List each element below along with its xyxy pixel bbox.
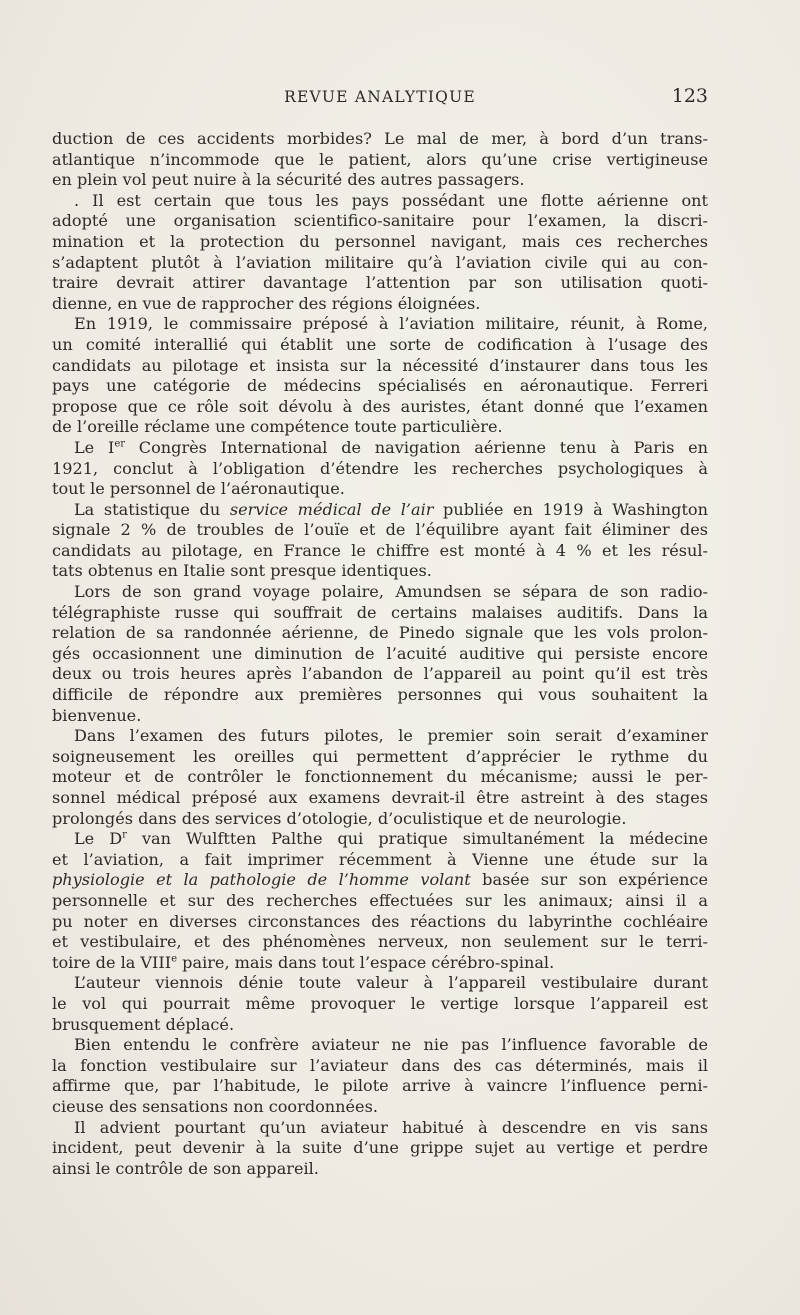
text-line [52, 1159, 708, 1180]
text-line [52, 932, 708, 953]
text-line [52, 788, 708, 809]
text-line [52, 211, 708, 232]
text-line [52, 953, 708, 974]
text-line [52, 438, 708, 459]
text-segment: gés occasionnent une diminution de l’acuité auditive qui persiste encore [52, 643, 708, 663]
text-line [52, 356, 708, 377]
text-segment: . Il est certain que tous les pays possédant une flotte aérienne ont [74, 190, 708, 210]
text-segment: et l’aviation, a fait imprimer récemment à Vienne une étude sur la [52, 849, 708, 869]
text-segment: traire devrait attirer davantage l’attention par son utilisation quoti- [52, 273, 708, 293]
text-segment: toire de la VIII [52, 952, 172, 972]
text-line [52, 397, 708, 418]
text-line [52, 294, 708, 315]
text-line [52, 520, 708, 541]
text-segment: Il advient pourtant qu’un aviateur habitué à descendre en vis sans [74, 1117, 708, 1137]
text-line [52, 479, 708, 500]
text-segment: pu noter en diverses circonstances des réactions du labyrinthe cochléaire [52, 911, 708, 931]
text-segment: signale 2 % de troubles de l’ouïe et de l’équilibre ayant fait éliminer des [52, 520, 708, 540]
text-segment: incident, peut devenir à la suite d’une grippe sujet au vertige et perdre [52, 1138, 708, 1158]
page-number: 123 [671, 85, 708, 107]
text-segment: difficile de répondre aux premières personnes qui vous souhaitent la [52, 685, 708, 705]
text-line [52, 1097, 708, 1118]
text-segment: candidats au pilotage, en France le chiffre est monté à 4 % et les résul- [52, 540, 708, 560]
text-segment: Bien entendu le confrère aviateur ne nie pas l’influence favorable de [74, 1035, 708, 1055]
text-segment: prolongés dans des services d’otologie, d’oculistique et de neurologie. [52, 808, 627, 828]
text-segment: brusquement déplacé. [52, 1014, 235, 1034]
text-line [52, 459, 708, 480]
text-line [52, 747, 708, 768]
text-segment: deux ou trois heures après l’abandon de l’appareil au point qu’il est très [52, 664, 708, 684]
body-text [52, 129, 708, 1179]
text-segment: sonnel médical préposé aux examens devrait-il être astreint à des stages [52, 788, 708, 807]
text-line [52, 623, 708, 644]
text-line [52, 1118, 708, 1139]
text-segment: la fonction vestibulaire sur l’aviateur dans des cas déterminés, mais il [52, 1055, 708, 1075]
text-line [52, 706, 708, 727]
text-line [52, 376, 708, 397]
text-segment: Le I [74, 437, 115, 457]
text-line [52, 500, 708, 521]
text-segment: mination et la protection du personnel navigant, mais ces recherches [52, 231, 708, 251]
text-segment: service médical de l’air [229, 499, 434, 519]
text-segment: télégraphiste russe qui souffrait de certains malaises auditifs. Dans la [52, 602, 708, 622]
text-line [52, 170, 708, 191]
text-segment: adopté une organisation scientifico-sanitaire pour l’examen, la discri- [52, 211, 708, 231]
text-line [52, 582, 708, 603]
text-line [52, 891, 708, 912]
text-line [52, 1138, 708, 1159]
text-segment: Lors de son grand voyage polaire, Amundsen se sépara de son radio- [74, 582, 708, 602]
text-line [52, 994, 708, 1015]
text-segment: r [122, 829, 127, 841]
text-line [52, 870, 708, 891]
text-segment: relation de sa randonnée aérienne, de Pinedo signale que les vols prolon- [52, 623, 708, 643]
text-line [52, 603, 708, 624]
text-line [52, 253, 708, 274]
text-line [52, 973, 708, 994]
text-line [52, 541, 708, 562]
text-line [52, 912, 708, 933]
text-segment: L’auteur viennois dénie toute valeur à l’appareil vestibulaire durant [74, 973, 708, 993]
text-line [52, 232, 708, 253]
text-segment: Le D [74, 829, 123, 849]
text-segment: dienne, en vue de rapprocher des régions éloignées. [52, 293, 481, 313]
text-line [52, 1056, 708, 1077]
text-segment: cieuse des sensations non coordonnées. [52, 1096, 378, 1116]
text-segment: En 1919, le commissaire préposé à l’aviation militaire, réunit, à Rome, [74, 314, 708, 334]
text-segment: duction de ces accidents morbides? Le mal de mer, à bord d’un trans- [52, 129, 708, 148]
text-segment: tout le personnel de l’aéronautique. [52, 479, 345, 499]
text-segment: La statistique du [74, 499, 230, 519]
text-line [52, 335, 708, 356]
text-segment: moteur et de contrôler le fonctionnement du mécanisme; aussi le per- [52, 767, 708, 787]
text-segment: physiologie et la pathologie de l’homme volant [52, 870, 471, 890]
text-line [52, 809, 708, 830]
text-segment: candidats au pilotage et insista sur la nécessité d’instaurer dans tous les [52, 355, 708, 375]
text-segment: en plein vol peut nuire à la sécurité des autres passagers. [52, 170, 525, 190]
text-line [52, 191, 708, 212]
text-segment: van Wulftten Palthe qui pratique simultanément la médecine [126, 829, 708, 849]
text-line [52, 1015, 708, 1036]
text-line [52, 829, 708, 850]
text-segment: pays une catégorie de médecins spécialisés en aéronautique. Ferreri [52, 376, 708, 396]
text-line [52, 1035, 708, 1056]
text-segment: basée sur son expérience [470, 870, 708, 890]
text-line [52, 129, 708, 150]
text-segment: er [114, 438, 126, 450]
text-segment: Dans l’examen des futurs pilotes, le premier soin serait d’examiner [74, 726, 708, 746]
text-segment: publiée en 1919 à Washington [433, 499, 708, 519]
text-segment: paire, mais dans tout l’espace cérébro-spinal. [177, 952, 555, 972]
text-segment: le vol qui pourrait même provoquer le vertige lorsque l’appareil est [52, 993, 708, 1013]
text-segment: tats obtenus en Italie sont presque identiques. [52, 561, 432, 581]
text-line [52, 561, 708, 582]
text-line [52, 850, 708, 871]
text-line [52, 767, 708, 788]
text-segment: ainsi le contrôle de son appareil. [52, 1158, 319, 1178]
text-line [52, 664, 708, 685]
text-segment: e [171, 953, 178, 965]
text-line [52, 726, 708, 747]
text-segment: Congrès International de navigation aérienne tenu à Paris en [125, 437, 709, 457]
text-line [52, 417, 708, 438]
text-line [52, 150, 708, 171]
page-header [52, 85, 708, 114]
text-line [52, 314, 708, 335]
text-line [52, 685, 708, 706]
text-segment: affirme que, par l’habitude, le pilote arrive à vaincre l’influence perni- [52, 1076, 708, 1096]
text-segment: soigneusement les oreilles qui permettent d’apprécier le rythme du [52, 746, 708, 766]
text-segment: 1921, conclut à l’obligation d’étendre les recherches psychologiques à [52, 458, 708, 478]
text-segment: et vestibulaire, et des phénomènes nerveux, non seulement sur le terri- [52, 932, 708, 952]
text-line [52, 1076, 708, 1097]
text-segment: bienvenue. [52, 705, 142, 725]
text-segment: atlantique n’incommode que le patient, alors qu’une crise vertigineuse [52, 149, 708, 169]
text-segment: s’adaptent plutôt à l’aviation militaire qu’à l’aviation civile qui au con- [52, 252, 708, 272]
text-line [52, 273, 708, 294]
text-segment: personnelle et sur des recherches effectuées sur les animaux; ainsi il a [52, 890, 708, 910]
text-segment: un comité interallié qui établit une sorte de codification à l’usage des [52, 334, 708, 354]
text-segment: propose que ce rôle soit dévolu à des auristes, étant donné que l’examen [52, 396, 708, 416]
running-title: REVUE ANALYTIQUE [284, 88, 476, 106]
text-segment: de l’oreille réclame une compétence toute particulière. [52, 417, 503, 437]
text-line [52, 644, 708, 665]
